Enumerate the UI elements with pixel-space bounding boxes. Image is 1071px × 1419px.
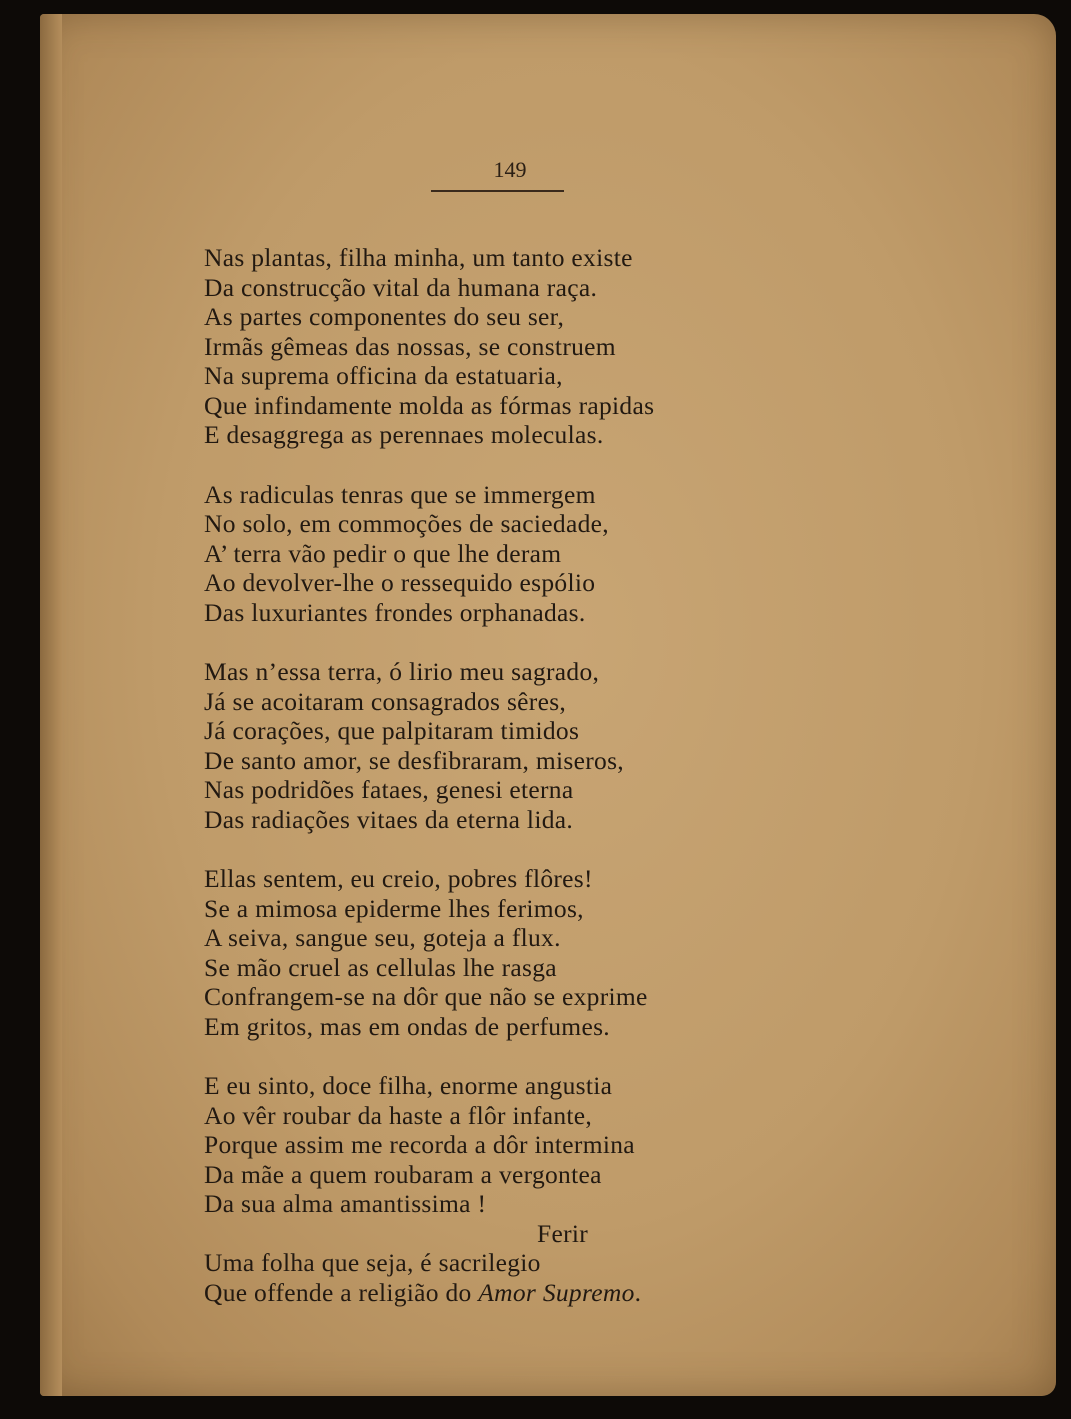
poem-line: Da construcção vital da humana raça. xyxy=(204,272,598,302)
poem-line: Das radiações vitaes da eterna lida. xyxy=(204,804,574,834)
poem-line: Ellas sentem, eu creio, pobres flôres! xyxy=(204,864,593,893)
poem-line: Irmãs gêmeas das nossas, se construem xyxy=(204,331,616,361)
poem-line: As radiculas tenras que se immergem xyxy=(204,479,596,509)
stanza-5 xyxy=(204,1071,804,1307)
poem-line: Confrangem-se na dôr que não se exprime xyxy=(204,982,648,1011)
poem-line: Mas n’essa terra, ó lirio meu sagrado, xyxy=(204,657,600,686)
poem-line: Que infindamente molda as fórmas rapidas xyxy=(204,390,655,420)
poem-line: Já corações, que palpitaram timidos xyxy=(204,716,580,745)
poem-line: A’ terra vão pedir o que lhe deram xyxy=(204,538,562,568)
stanza-1 xyxy=(204,243,804,450)
book-page xyxy=(40,14,1056,1396)
page-number: 149 xyxy=(493,157,527,182)
poem-line-indented: Ferir xyxy=(537,1218,589,1248)
book-gutter xyxy=(40,14,62,1396)
poem-line-final xyxy=(204,1278,804,1308)
poem-line: Ao devolver-lhe o ressequido espólio xyxy=(204,568,596,597)
poem-line: Nas plantas, filha minha, um tanto existe xyxy=(204,243,633,272)
poem-line: Em gritos, mas em ondas de perfumes. xyxy=(204,1011,610,1041)
poem-line: A seiva, sangue seu, goteja a flux. xyxy=(204,923,561,952)
poem-line: Da mãe a quem roubaram a vergontea xyxy=(204,1159,602,1189)
stanza-3 xyxy=(204,657,804,834)
stanza-2 xyxy=(204,480,804,628)
poem-line: Já se acoitaram consagrados sêres, xyxy=(204,686,567,716)
poem-line: Da sua alma amantissima ! xyxy=(204,1189,487,1218)
poem-line: Das luxuriantes frondes orphanadas. xyxy=(204,597,586,627)
poem-line: E desaggrega as perennaes moleculas. xyxy=(204,420,604,449)
poem-line: Uma folha que seja, é sacrilegio xyxy=(204,1248,541,1277)
poem-line: De santo amor, se desfibraram, miseros, xyxy=(204,745,624,775)
poem-line: Na suprema officina da estatuaria, xyxy=(204,361,563,390)
poem-line: Porque assim me recorda a dôr intermina xyxy=(204,1130,635,1159)
poem-line: Nas podridões fataes, genesi eterna xyxy=(204,775,574,804)
final-line-prefix: Que offende a religião do xyxy=(204,1277,479,1307)
poem-line: No solo, em commoções de saciedade, xyxy=(204,509,609,538)
poem-text xyxy=(204,243,804,1337)
poem-line: As partes componentes do seu ser, xyxy=(204,302,565,331)
amor-supremo-italic: Amor Supremo xyxy=(478,1277,635,1307)
poem-line: Se mão cruel as cellulas lhe rasga xyxy=(204,952,557,982)
stanza-4 xyxy=(204,864,804,1041)
poem-line: E eu sinto, doce filha, enorme angustia xyxy=(204,1071,613,1100)
poem-line: Se a mimosa epiderme lhes ferimos, xyxy=(204,893,584,923)
final-line-suffix: . xyxy=(634,1277,642,1307)
poem-line: Ao vêr roubar da haste a flôr infante, xyxy=(204,1100,593,1130)
page-number-rule xyxy=(431,190,564,192)
